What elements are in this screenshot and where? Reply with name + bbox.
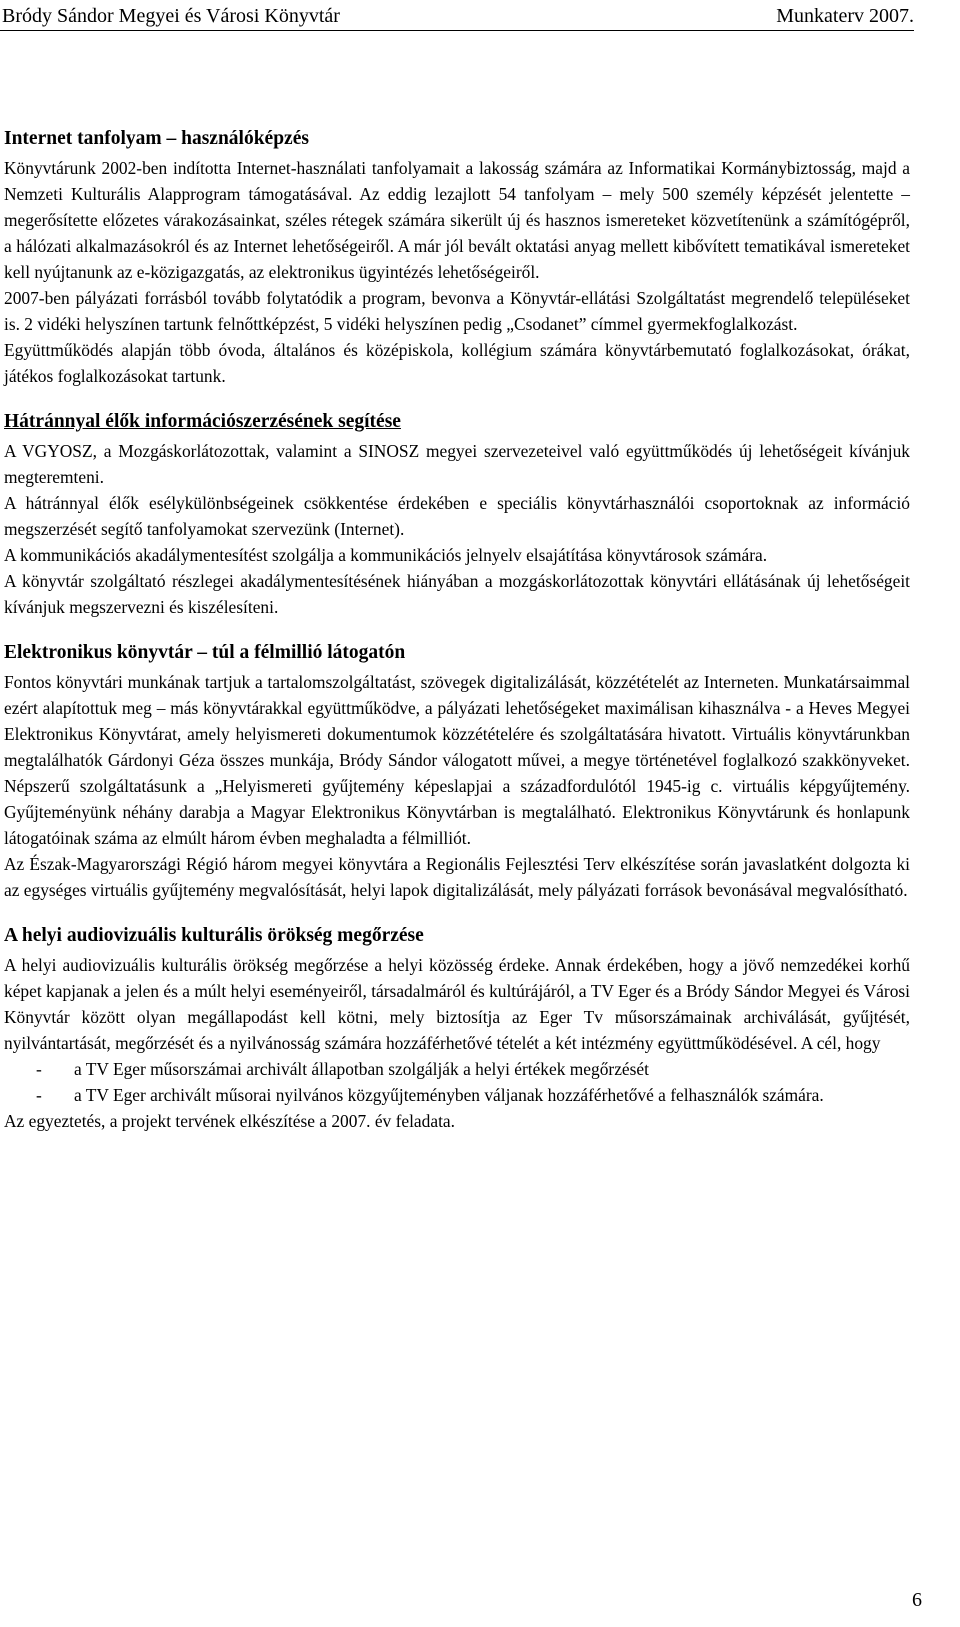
dash-marker: -: [36, 1085, 42, 1105]
paragraph: 2007-ben pályázati forrásból tovább folytatódik a program, bevonva a Könyvtár-ellátási Szolgáltatást megrendelő településeket is. 2 vidéki helyszínen tartunk felnőttképzést, 5 vidéki helyszínen pedig „Csodanet” címmel gyermekfoglalkozást.: [4, 288, 910, 334]
paragraph: A VGYOSZ, a Mozgáskorlátozottak, valamint a SINOSZ megyei szervezeteivel való együttműködés új lehetőségeit kívánjuk megteremteni.: [4, 441, 910, 487]
page-number: 6: [912, 1589, 922, 1611]
paragraph: Könyvtárunk 2002-ben indította Internet-használati tanfolyamait a lakosság számára az Informatikai Kormánybiztosság, majd a Nemzeti Kulturális Alapprogram támogatásával. Az eddig lezajlott 54 tanfolyam – mely 500 személy képzését jelentette – megerősítette előzetes várakozásainkat, széles rétegek számára sikerült új és hasznos ismereteket közvetítenünk a számítógépről, a hálózati alkalmazásokról és az Internet lehetőségeiről. A már jól bevált oktatási anyag mellett kibővített tematikával ismereteket kell nyújtanunk az e-közigazgatás, az elektronikus ügyintézés lehetőségeiről.: [4, 158, 910, 282]
list-item: [4, 1056, 910, 1082]
section-title: A helyi audiovizuális kulturális örökség megőrzése: [4, 925, 424, 946]
paragraph: Az egyeztetés, a projekt tervének elkészítése a 2007. év feladata.: [4, 1111, 455, 1131]
list-item: [4, 1082, 910, 1108]
paragraph: A könyvtár szolgáltató részlegei akadálymentesítésének hiányában a mozgáskorlátozottak könyvtári ellátásának új lehetőségeit kívánjuk megszervezni és kiszélesíteni.: [4, 571, 910, 617]
header-library-name: Bródy Sándor Megyei és Városi Könyvtár: [2, 5, 340, 27]
paragraph: Az Észak-Magyarországi Régió három megyei könyvtára a Regionális Fejlesztési Terv elkészítése során javaslatként dolgozta ki az egységes virtuális gyűjtemény megvalósítását, helyi lapok digitalizálását, mely pályázati források bevonásával megvalósítható.: [4, 854, 910, 900]
section-electronic-library: [4, 639, 910, 903]
section-audiovisual-heritage: [4, 922, 910, 1134]
paragraph: A kommunikációs akadálymentesítést szolgálja a kommunikációs jelnyelv elsajátítása könyvtárosok számára.: [4, 545, 768, 565]
paragraph: Együttműködés alapján több óvoda, általános és középiskola, kollégium számára könyvtárbemutató foglalkozásokat, órákat, játékos foglalkozásokat tartunk.: [4, 340, 910, 386]
section-title: Internet tanfolyam – használóképzés: [4, 128, 309, 149]
page-header: [0, 4, 914, 31]
dash-marker: -: [36, 1059, 42, 1079]
bullet-list: [4, 1056, 910, 1108]
list-item-text: a TV Eger műsorszámai archivált állapotban szolgálják a helyi értékek megőrzését: [74, 1059, 649, 1079]
section-title: Elektronikus könyvtár – túl a félmillió látogatón: [4, 642, 406, 663]
paragraph: Fontos könyvtári munkának tartjuk a tartalomszolgáltatást, szövegek digitalizálását, közzétételét az Interneten. Munkatársaimmal ezért alapítottuk meg – más könyvtárakkal együttműködve, a pályázati lehetőségeket maximálisan kihasználva - a Heves Megyei Elektronikus Könyvtárat, amely helyismereti dokumentumok közzétételére és szolgáltatására hivatott. Virtuális könyvtárunkban megtalálhatók Gárdonyi Géza összes munkája, Bródy Sándor válogatott művei, a megye történetével foglalkozó szakkönyveket. Népszerű szolgáltatásunk a „Helyismereti gyűjtemény képeslapjai a századfordulótól 1945-ig c. virtuális képgyűjtemény. Gyűjteményünk néhány darabja a Magyar Elektronikus Könyvtárban is megtalálható. Elektronikus Könyvtárunk és honlapunk látogatóinak száma az elmúlt három évben meghaladta a félmilliót.: [4, 672, 910, 848]
section-title: Hátránnyal élők információszerzésének segítése: [4, 411, 401, 432]
section-disadvantaged-support: [4, 408, 910, 620]
list-item-text: a TV Eger archivált műsorai nyilvános közgyűjteményben váljanak hozzáférhetővé a felhasználók számára.: [74, 1085, 824, 1105]
section-internet-course: [4, 125, 910, 389]
header-document-title: Munkaterv 2007.: [776, 5, 914, 27]
paragraph: A helyi audiovizuális kulturális örökség megőrzése a helyi közösség érdeke. Annak érdekében, hogy a jövő nemzedékei korhű képet kapjanak a jelen és a múlt helyi eseményeiről, társadalmáról és kultúrájáról, a TV Eger és a Bródy Sándor Megyei és Városi Könyvtár között olyan megállapodást kell kötni, mely biztosítja az Eger Tv műsorszámainak archiválását, gyűjtését, nyilvántartását, megőrzését és a nyilvánosság számára hozzáférhetővé tételét a két intézmény együttműködésével. A cél, hogy: [4, 955, 910, 1053]
paragraph: A hátránnyal élők esélykülönbségeinek csökkentése érdekében e speciális könyvtárhasználói csoportoknak az információ megszerzését segítő tanfolyamokat szervezünk (Internet).: [4, 493, 910, 539]
document-body: [4, 125, 910, 1134]
